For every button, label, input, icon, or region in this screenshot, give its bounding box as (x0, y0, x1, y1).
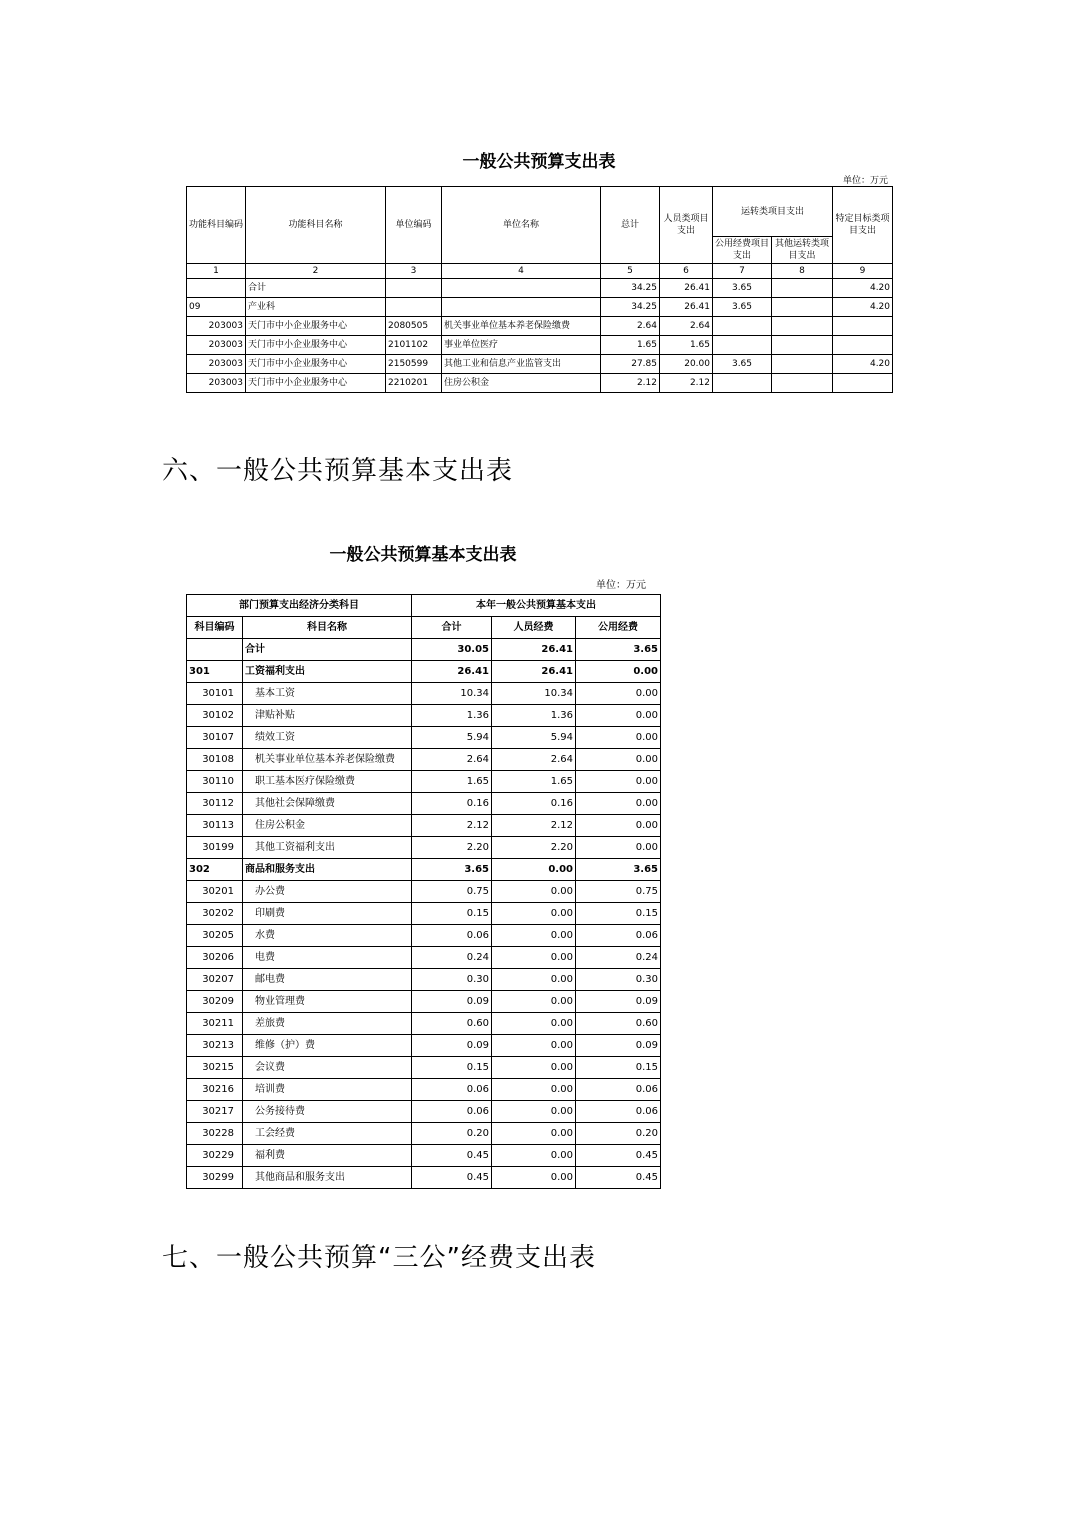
cell-total: 1.65 (601, 336, 660, 355)
header-personnel: 人员经费 (492, 617, 576, 639)
header-unit-code: 单位编码 (386, 187, 442, 264)
cell-total: 0.09 (412, 991, 492, 1013)
header-func-name: 功能科目名称 (246, 187, 386, 264)
cell-personnel: 26.41 (660, 298, 713, 317)
cell-public-expense: 3.65 (713, 279, 772, 298)
cell-public: 3.65 (576, 859, 661, 881)
table1-title: 一般公共预算支出表 (462, 152, 616, 172)
table-row (187, 374, 893, 393)
cell-total: 2.12 (412, 815, 492, 837)
cell-total: 10.34 (412, 683, 492, 705)
header-func-code: 功能科目编码 (187, 187, 246, 264)
cell-public: 0.30 (576, 969, 661, 991)
table-row (187, 1035, 661, 1057)
cell-public-expense (713, 317, 772, 336)
cell-personnel: 26.41 (492, 639, 576, 661)
cell-personnel: 2.12 (492, 815, 576, 837)
section-seven-heading: 七、一般公共预算“三公”经费支出表 (162, 1243, 596, 1273)
cell-special: 4.20 (833, 298, 893, 317)
cell-personnel: 20.00 (660, 355, 713, 374)
cell-personnel: 1.36 (492, 705, 576, 727)
cell-name: 商品和服务支出 (243, 859, 412, 881)
col-number: 5 (601, 264, 660, 279)
cell-code (187, 639, 243, 661)
cell-public: 0.24 (576, 947, 661, 969)
cell-public: 0.00 (576, 727, 661, 749)
table-row (187, 991, 661, 1013)
cell-special (833, 374, 893, 393)
cell-other-operation (772, 336, 833, 355)
header-total: 总计 (601, 187, 660, 264)
cell-unit-code (386, 279, 442, 298)
cell-personnel: 10.34 (492, 683, 576, 705)
col-number: 9 (833, 264, 893, 279)
header-other-operation: 其他运转类项目支出 (772, 237, 833, 264)
table2-unit: 单位：万元 (596, 580, 646, 591)
header-group-left: 部门预算支出经济分类科目 (187, 595, 412, 617)
cell-code: 30216 (187, 1079, 243, 1101)
cell-personnel: 0.00 (492, 1145, 576, 1167)
cell-total: 0.45 (412, 1167, 492, 1189)
cell-total: 30.05 (412, 639, 492, 661)
col-number: 8 (772, 264, 833, 279)
cell-code: 30211 (187, 1013, 243, 1035)
table-row (187, 969, 661, 991)
table-row (187, 837, 661, 859)
cell-func-code: 203003 (187, 336, 246, 355)
cell-special: 4.20 (833, 279, 893, 298)
cell-public: 0.60 (576, 1013, 661, 1035)
cell-func-name: 天门市中小企业服务中心 (246, 374, 386, 393)
cell-func-code: 203003 (187, 374, 246, 393)
cell-public: 0.00 (576, 705, 661, 727)
cell-name: 其他工资福利支出 (243, 837, 412, 859)
cell-code: 30102 (187, 705, 243, 727)
cell-total: 0.16 (412, 793, 492, 815)
cell-name: 工会经费 (243, 1123, 412, 1145)
cell-public-expense: 3.65 (713, 355, 772, 374)
cell-unit-name (442, 298, 601, 317)
cell-total: 0.06 (412, 1079, 492, 1101)
cell-unit-name: 事业单位医疗 (442, 336, 601, 355)
cell-func-code: 203003 (187, 355, 246, 374)
table-row (187, 859, 661, 881)
col-number: 7 (713, 264, 772, 279)
cell-name: 机关事业单位基本养老保险缴费 (243, 749, 412, 771)
cell-code: 30217 (187, 1101, 243, 1123)
cell-code: 30112 (187, 793, 243, 815)
cell-total: 0.06 (412, 925, 492, 947)
cell-personnel: 2.20 (492, 837, 576, 859)
cell-code: 30206 (187, 947, 243, 969)
cell-personnel: 0.00 (492, 1013, 576, 1035)
cell-name: 培训费 (243, 1079, 412, 1101)
basic-expenditure-table (186, 594, 661, 1189)
col-number: 3 (386, 264, 442, 279)
cell-total: 0.09 (412, 1035, 492, 1057)
cell-unit-name: 住房公积金 (442, 374, 601, 393)
cell-name: 差旅费 (243, 1013, 412, 1035)
cell-public: 0.20 (576, 1123, 661, 1145)
cell-total: 0.30 (412, 969, 492, 991)
table-row (187, 749, 661, 771)
cell-total: 5.94 (412, 727, 492, 749)
cell-func-code: 09 (187, 298, 246, 317)
cell-unit-name (442, 279, 601, 298)
cell-public: 0.45 (576, 1145, 661, 1167)
cell-total: 34.25 (601, 298, 660, 317)
cell-name: 其他社会保障缴费 (243, 793, 412, 815)
cell-name: 津贴补贴 (243, 705, 412, 727)
cell-unit-name: 机关事业单位基本养老保险缴费 (442, 317, 601, 336)
cell-name: 合计 (243, 639, 412, 661)
cell-public: 0.06 (576, 1079, 661, 1101)
cell-public: 0.00 (576, 793, 661, 815)
cell-code: 30207 (187, 969, 243, 991)
cell-other-operation (772, 279, 833, 298)
cell-public: 0.00 (576, 749, 661, 771)
cell-public: 0.75 (576, 881, 661, 903)
cell-total: 2.12 (601, 374, 660, 393)
cell-public: 0.06 (576, 1101, 661, 1123)
cell-func-name: 产业科 (246, 298, 386, 317)
cell-public: 0.06 (576, 925, 661, 947)
cell-personnel: 0.00 (492, 1167, 576, 1189)
cell-code: 30299 (187, 1167, 243, 1189)
table-row (187, 925, 661, 947)
cell-code: 30209 (187, 991, 243, 1013)
cell-special (833, 317, 893, 336)
cell-total: 0.60 (412, 1013, 492, 1035)
cell-personnel: 0.00 (492, 1035, 576, 1057)
cell-code: 302 (187, 859, 243, 881)
cell-code: 30108 (187, 749, 243, 771)
cell-total: 2.64 (412, 749, 492, 771)
cell-total: 26.41 (412, 661, 492, 683)
cell-name: 住房公积金 (243, 815, 412, 837)
cell-code: 30229 (187, 1145, 243, 1167)
cell-public: 0.09 (576, 991, 661, 1013)
header-public-expense: 公用经费项目支出 (713, 237, 772, 264)
cell-total: 3.65 (412, 859, 492, 881)
cell-personnel: 0.00 (492, 969, 576, 991)
cell-personnel: 0.00 (492, 903, 576, 925)
cell-code: 30113 (187, 815, 243, 837)
cell-personnel: 0.00 (492, 947, 576, 969)
table-row (187, 1123, 661, 1145)
cell-name: 基本工资 (243, 683, 412, 705)
cell-public: 0.09 (576, 1035, 661, 1057)
col-number: 1 (187, 264, 246, 279)
table-row (187, 1013, 661, 1035)
header-total: 合计 (412, 617, 492, 639)
cell-personnel: 0.00 (492, 881, 576, 903)
cell-total: 0.45 (412, 1145, 492, 1167)
cell-name: 其他商品和服务支出 (243, 1167, 412, 1189)
cell-name: 物业管理费 (243, 991, 412, 1013)
table1-unit: 单位：万元 (842, 176, 888, 186)
table-row (187, 705, 661, 727)
cell-total: 0.06 (412, 1101, 492, 1123)
cell-personnel: 0.00 (492, 1123, 576, 1145)
table-row (187, 683, 661, 705)
table-row (187, 1167, 661, 1189)
table-row (187, 1079, 661, 1101)
cell-public: 0.00 (576, 771, 661, 793)
cell-special (833, 336, 893, 355)
cell-personnel: 2.12 (660, 374, 713, 393)
table-row (187, 336, 893, 355)
cell-other-operation (772, 374, 833, 393)
cell-name: 维修（护）费 (243, 1035, 412, 1057)
header-subject-code: 科目编码 (187, 617, 243, 639)
cell-unit-code (386, 298, 442, 317)
cell-func-name: 天门市中小企业服务中心 (246, 355, 386, 374)
cell-personnel: 0.00 (492, 859, 576, 881)
cell-name: 电费 (243, 947, 412, 969)
cell-total: 0.20 (412, 1123, 492, 1145)
cell-unit-code: 2101102 (386, 336, 442, 355)
cell-other-operation (772, 355, 833, 374)
cell-name: 福利费 (243, 1145, 412, 1167)
table-row (187, 903, 661, 925)
cell-name: 水费 (243, 925, 412, 947)
cell-func-code (187, 279, 246, 298)
table-row (187, 639, 661, 661)
cell-public: 0.15 (576, 903, 661, 925)
cell-personnel: 26.41 (492, 661, 576, 683)
general-budget-expenditure-table (186, 186, 893, 393)
cell-personnel: 0.16 (492, 793, 576, 815)
cell-total: 2.20 (412, 837, 492, 859)
cell-public: 0.00 (576, 815, 661, 837)
cell-name: 邮电费 (243, 969, 412, 991)
cell-total: 1.36 (412, 705, 492, 727)
cell-total: 0.15 (412, 903, 492, 925)
cell-name: 办公费 (243, 881, 412, 903)
cell-name: 会议费 (243, 1057, 412, 1079)
cell-unit-code: 2150599 (386, 355, 442, 374)
cell-personnel: 26.41 (660, 279, 713, 298)
cell-personnel: 0.00 (492, 925, 576, 947)
cell-unit-name: 其他工业和信息产业监管支出 (442, 355, 601, 374)
cell-unit-code: 2210201 (386, 374, 442, 393)
col-number: 2 (246, 264, 386, 279)
col-number: 6 (660, 264, 713, 279)
header-group-right: 本年一般公共预算基本支出 (412, 595, 661, 617)
header-subject-name: 科目名称 (243, 617, 412, 639)
header-personnel: 人员类项目支出 (660, 187, 713, 264)
cell-public: 0.15 (576, 1057, 661, 1079)
table-row (187, 1145, 661, 1167)
cell-code: 30215 (187, 1057, 243, 1079)
cell-public-expense: 3.65 (713, 298, 772, 317)
table-row (187, 279, 893, 298)
cell-unit-code: 2080505 (386, 317, 442, 336)
cell-public: 3.65 (576, 639, 661, 661)
section-six-heading: 六、一般公共预算基本支出表 (162, 456, 514, 486)
cell-public-expense (713, 336, 772, 355)
table-row (187, 881, 661, 903)
table-row (187, 1101, 661, 1123)
cell-other-operation (772, 298, 833, 317)
cell-personnel: 2.64 (492, 749, 576, 771)
cell-code: 30110 (187, 771, 243, 793)
cell-personnel: 5.94 (492, 727, 576, 749)
table2-title: 一般公共预算基本支出表 (329, 545, 517, 565)
cell-func-code: 203003 (187, 317, 246, 336)
table-row (187, 317, 893, 336)
table-row (187, 815, 661, 837)
cell-code: 30199 (187, 837, 243, 859)
header-public: 公用经费 (576, 617, 661, 639)
header-unit-name: 单位名称 (442, 187, 601, 264)
cell-code: 30213 (187, 1035, 243, 1057)
cell-code: 30205 (187, 925, 243, 947)
cell-personnel: 0.00 (492, 1101, 576, 1123)
cell-total: 27.85 (601, 355, 660, 374)
table-row (187, 947, 661, 969)
cell-personnel: 0.00 (492, 1057, 576, 1079)
cell-personnel: 0.00 (492, 1079, 576, 1101)
cell-public: 0.00 (576, 661, 661, 683)
header-special: 特定目标类项目支出 (833, 187, 893, 264)
cell-public: 0.00 (576, 837, 661, 859)
table-row (187, 793, 661, 815)
cell-personnel: 1.65 (660, 336, 713, 355)
cell-func-name: 合计 (246, 279, 386, 298)
cell-func-name: 天门市中小企业服务中心 (246, 336, 386, 355)
cell-name: 公务接待费 (243, 1101, 412, 1123)
cell-other-operation (772, 317, 833, 336)
table-row (187, 298, 893, 317)
cell-code: 301 (187, 661, 243, 683)
cell-total: 34.25 (601, 279, 660, 298)
cell-public: 0.45 (576, 1167, 661, 1189)
cell-personnel: 0.00 (492, 991, 576, 1013)
table-row (187, 661, 661, 683)
table-row (187, 1057, 661, 1079)
cell-code: 30201 (187, 881, 243, 903)
cell-personnel: 1.65 (492, 771, 576, 793)
cell-personnel: 2.64 (660, 317, 713, 336)
cell-total: 0.15 (412, 1057, 492, 1079)
table-row (187, 355, 893, 374)
header-operation: 运转类项目支出 (713, 187, 833, 237)
table-row (187, 727, 661, 749)
cell-name: 工资福利支出 (243, 661, 412, 683)
cell-public-expense (713, 374, 772, 393)
cell-name: 印刷费 (243, 903, 412, 925)
cell-code: 30101 (187, 683, 243, 705)
cell-total: 0.75 (412, 881, 492, 903)
cell-code: 30107 (187, 727, 243, 749)
col-number: 4 (442, 264, 601, 279)
cell-code: 30202 (187, 903, 243, 925)
cell-public: 0.00 (576, 683, 661, 705)
cell-name: 职工基本医疗保险缴费 (243, 771, 412, 793)
cell-total: 0.24 (412, 947, 492, 969)
cell-total: 2.64 (601, 317, 660, 336)
cell-code: 30228 (187, 1123, 243, 1145)
cell-func-name: 天门市中小企业服务中心 (246, 317, 386, 336)
cell-total: 1.65 (412, 771, 492, 793)
cell-name: 绩效工资 (243, 727, 412, 749)
cell-special: 4.20 (833, 355, 893, 374)
table-row (187, 771, 661, 793)
